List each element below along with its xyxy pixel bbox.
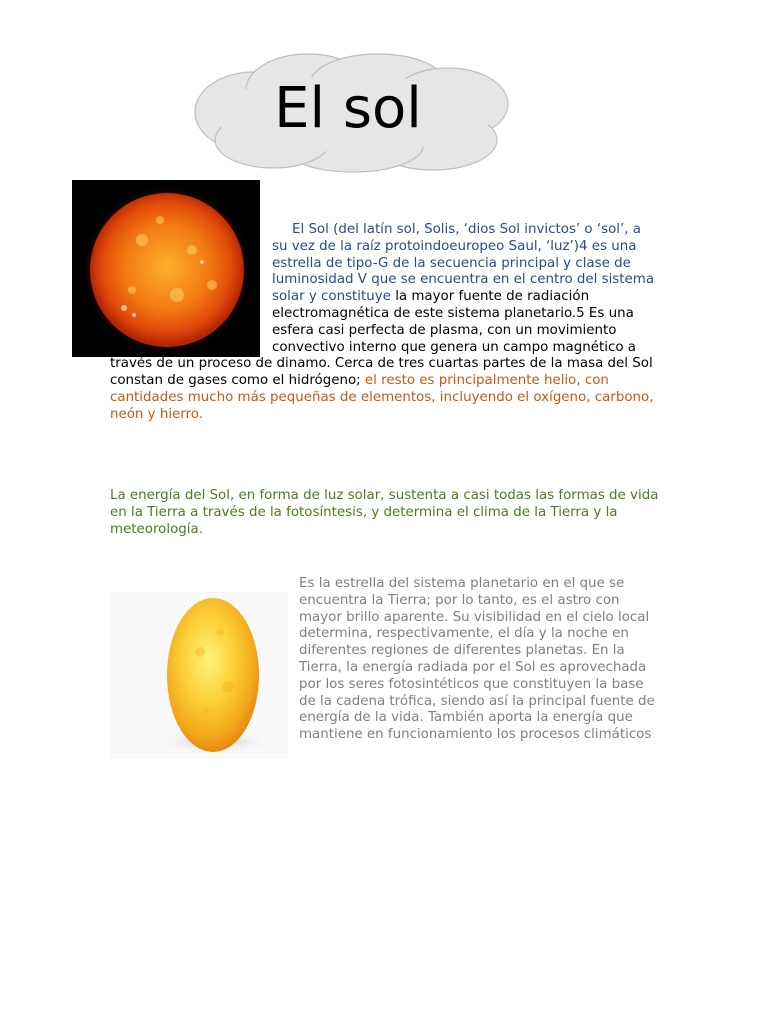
intro-text-orange: el resto es principalmente helio, con cantidades mucho más pequeñas de elementos, incluyendo el oxígeno, carbono, neón y hierro. [110, 373, 654, 422]
intro-text-black: la mayor fuente de radiación electromagnética de este sistema planetario.5 Es una esfera casi perfecta de plasma, con un movimiento convectivo interno que genera un campo magnético a través de un proceso de dinamo. Cerca de tres cuartas partes de la masa del Sol constan de gases como el hidrógeno; [110, 289, 653, 389]
visibility-paragraph: Es la estrella del sistema planetario en el que se encuentra la Tierra; por lo tanto, es el astro con mayor brillo aparente. Su visibilidad en el cielo local determina, respectivamente, el día y la noche en diferentes regiones de diferentes planetas. En la Tierra, la energía radiada por el Sol es aprovechada por los seres fotosintéticos que constituyen la base de la cadena trófica, siendo así la principal fuente de energía de la vida. También aporta la energía que mantiene en funcionamiento los procesos climáticos [299, 576, 655, 743]
page-title: El sol [274, 76, 422, 141]
intro-paragraph [110, 222, 658, 424]
energy-paragraph: La energía del Sol, en forma de luz solar, sustenta a casi todas las formas de vida en la Tierra a través de la fotosíntesis, y determina el clima de la Tierra y la meteorología. [110, 488, 659, 537]
intro-text-blue: El Sol (del latín sol, Solis, ‘dios Sol invictos’ o ‘sol’, a su vez de la raíz protoindoeuropeo Saul, ‘luz’)4 es una estrella de tipo-G de la secuencia principal y clase de luminosidad V que se encuentra en el centro del sistema solar y constituye [272, 222, 655, 305]
glowing-sun-icon [110, 592, 288, 759]
photo-wrap-space [110, 222, 272, 356]
